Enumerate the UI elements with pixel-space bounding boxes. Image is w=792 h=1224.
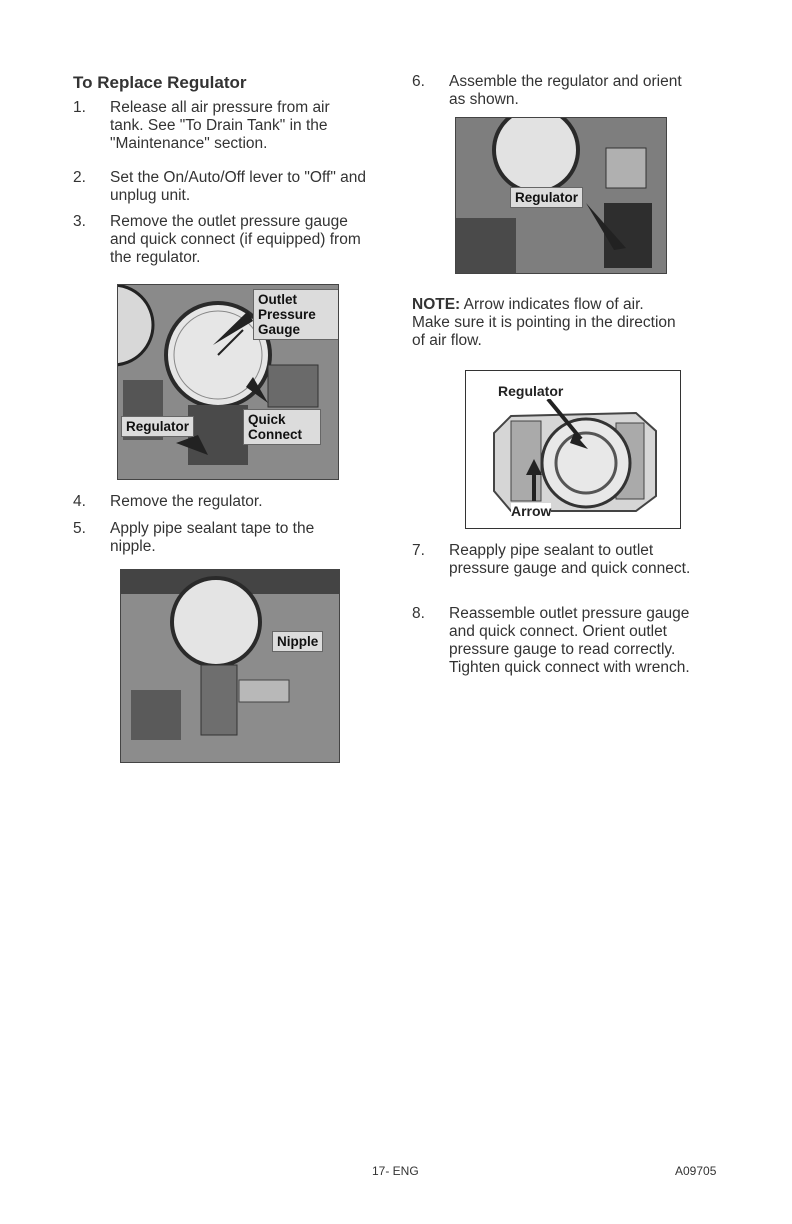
- step-text: Remove the outlet pressure gauge and quick connect (if equipped) from the regulator.: [110, 213, 361, 266]
- label-outlet-pressure-gauge: Outlet Pressure Gauge: [253, 289, 339, 340]
- note-label: NOTE:: [412, 296, 461, 313]
- label-quick-connect: Quick Connect: [243, 409, 321, 445]
- figure-regulator-diagram: [465, 370, 681, 529]
- document-code: A09705: [675, 1164, 717, 1178]
- step-text: Set the On/Auto/Off lever to "Off" and unplug unit.: [110, 169, 366, 204]
- step-number: 5.: [73, 520, 86, 537]
- step-number: 7.: [412, 542, 425, 559]
- step-text: Reassemble outlet pressure gauge and quick connect. Orient outlet pressure gauge to read correctly. Tighten quick connect with wrench.: [449, 605, 690, 676]
- figure-regulator-orientation: [455, 117, 667, 274]
- label-regulator: Regulator: [498, 383, 564, 399]
- step-number: 4.: [73, 493, 86, 510]
- step-text: Apply pipe sealant tape to the nipple.: [110, 520, 315, 555]
- step-number: 3.: [73, 213, 86, 230]
- nipple-photo: [121, 570, 339, 762]
- label-arrow: Arrow: [511, 503, 552, 519]
- step-number: 2.: [73, 169, 86, 186]
- step-text: Remove the regulator.: [110, 493, 263, 510]
- step-number: 1.: [73, 99, 86, 116]
- label-nipple: Nipple: [272, 631, 323, 652]
- step-text: Reapply pipe sealant to outlet pressure gauge and quick connect.: [449, 542, 691, 577]
- step-number: 6.: [412, 73, 425, 90]
- figure-regulator-assembly: [117, 284, 339, 480]
- page-number: 17- ENG: [372, 1164, 419, 1178]
- step-text: Assemble the regulator and orient as shown.: [449, 73, 682, 108]
- note-text: Arrow indicates flow of air. Make sure it is pointing in the direction of air flow.: [412, 296, 676, 349]
- step-number: 8.: [412, 605, 425, 622]
- label-regulator: Regulator: [121, 416, 194, 437]
- label-regulator: Regulator: [510, 187, 583, 208]
- figure-nipple: [120, 569, 340, 763]
- note: [412, 296, 682, 350]
- step-text: Release all air pressure from air tank. See "To Drain Tank" in the "Maintenance" section.: [110, 99, 330, 152]
- section-title: To Replace Regulator: [73, 73, 247, 92]
